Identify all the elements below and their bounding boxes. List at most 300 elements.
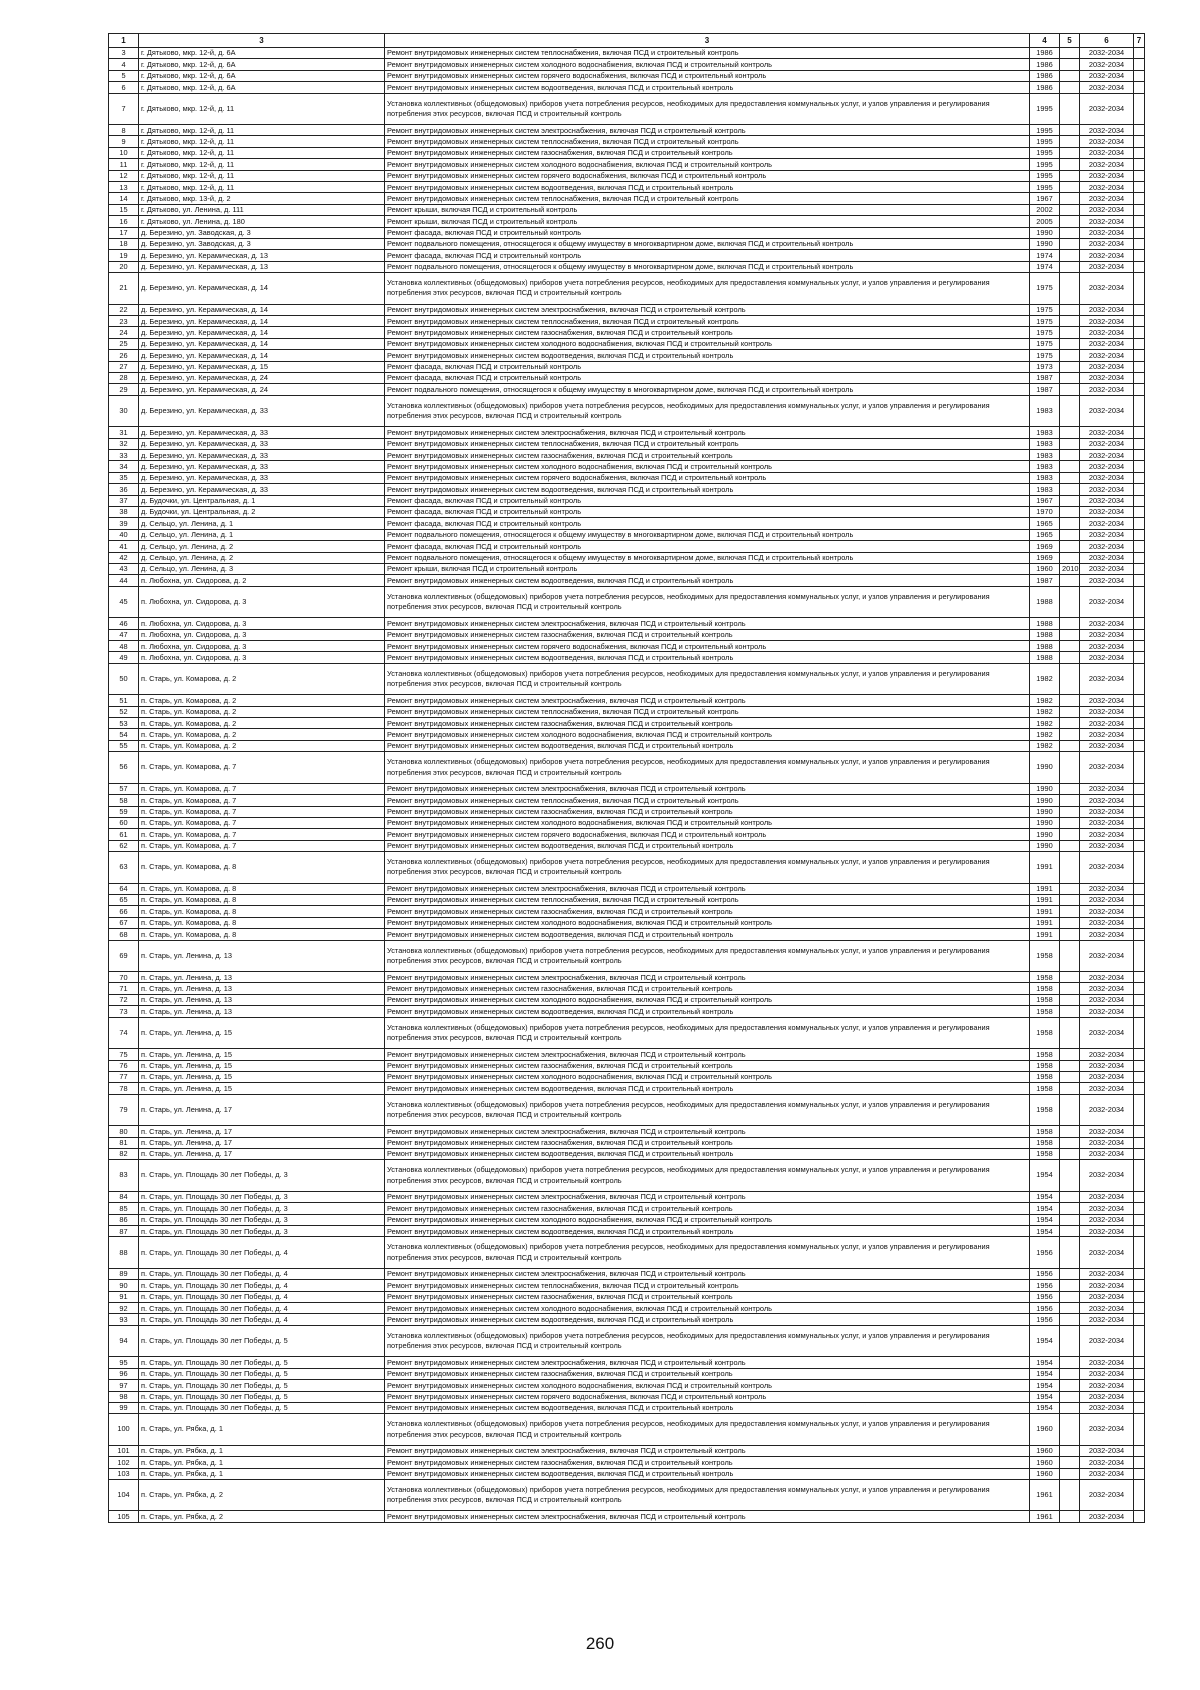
last-repair-year-cell [1060, 1457, 1080, 1468]
table-row [109, 906, 1145, 917]
address-cell: г. Дятьково, мкр. 12-й, д. 6А [139, 82, 385, 93]
work-type-cell: Установка коллективных (общедомовых) приборов учета потребления ресурсов, необходимых для предоставления коммунальных услуг, и узлов управления и регулирования потребления этих ресурсов, включая ПСД и строительный контроль [385, 1479, 1030, 1511]
extra-cell [1134, 1203, 1145, 1214]
table-row [109, 663, 1145, 695]
last-repair-year-cell [1060, 906, 1080, 917]
planned-period-cell: 2032-2034 [1080, 806, 1134, 817]
row-number: 13 [109, 182, 139, 193]
extra-cell [1134, 1006, 1145, 1017]
address-cell: п. Старь, ул. Ленина, д. 13 [139, 972, 385, 983]
planned-period-cell: 2032-2034 [1080, 70, 1134, 81]
work-type-cell: Ремонт внутридомовых инженерных систем электроснабжения, включая ПСД и строительный контроль [385, 618, 1030, 629]
planned-period-cell: 2032-2034 [1080, 1191, 1134, 1202]
extra-cell [1134, 227, 1145, 238]
work-type-cell: Установка коллективных (общедомовых) приборов учета потребления ресурсов, необходимых для предоставления коммунальных услуг, и узлов управления и регулирования потребления этих ресурсов, включая ПСД и строительный контроль [385, 1325, 1030, 1357]
address-cell: п. Старь, ул. Площадь 30 лет Победы, д. 5 [139, 1368, 385, 1379]
row-number: 42 [109, 552, 139, 563]
address-cell: д. Березино, ул. Керамическая, д. 14 [139, 304, 385, 315]
build-year-cell: 1988 [1030, 641, 1060, 652]
last-repair-year-cell [1060, 1357, 1080, 1368]
row-number: 9 [109, 136, 139, 147]
last-repair-year-cell [1060, 817, 1080, 828]
last-repair-year-cell [1060, 972, 1080, 983]
row-number: 86 [109, 1214, 139, 1225]
planned-period-cell: 2032-2034 [1080, 1268, 1134, 1279]
build-year-cell: 1956 [1030, 1237, 1060, 1269]
table-row [109, 350, 1145, 361]
planned-period-cell: 2032-2034 [1080, 940, 1134, 972]
work-type-cell: Ремонт внутридомовых инженерных систем теплоснабжения, включая ПСД и строительный контроль [385, 438, 1030, 449]
table-row [109, 817, 1145, 828]
last-repair-year-cell [1060, 883, 1080, 894]
last-repair-year-cell [1060, 1214, 1080, 1225]
planned-period-cell: 2032-2034 [1080, 1094, 1134, 1126]
work-type-cell: Установка коллективных (общедомовых) приборов учета потребления ресурсов, необходимых для предоставления коммунальных услуг, и узлов управления и регулирования потребления этих ресурсов, включая ПСД и строительный контроль [385, 1094, 1030, 1126]
row-number: 15 [109, 204, 139, 215]
planned-period-cell: 2032-2034 [1080, 1479, 1134, 1511]
work-type-cell: Установка коллективных (общедомовых) приборов учета потребления ресурсов, необходимых для предоставления коммунальных услуг, и узлов управления и регулирования потребления этих ресурсов, включая ПСД и строительный контроль [385, 395, 1030, 427]
row-number: 25 [109, 338, 139, 349]
table-row [109, 204, 1145, 215]
extra-cell [1134, 629, 1145, 640]
work-type-cell: Ремонт внутридомовых инженерных систем горячего водоснабжения, включая ПСД и строительный контроль [385, 829, 1030, 840]
row-number: 99 [109, 1402, 139, 1413]
extra-cell [1134, 652, 1145, 663]
planned-period-cell: 2032-2034 [1080, 840, 1134, 851]
planned-period-cell: 2032-2034 [1080, 618, 1134, 629]
build-year-cell: 1991 [1030, 852, 1060, 884]
extra-cell [1134, 917, 1145, 928]
extra-cell [1134, 395, 1145, 427]
extra-cell [1134, 204, 1145, 215]
build-year-cell: 1965 [1030, 529, 1060, 540]
table-row [109, 1291, 1145, 1302]
planned-period-cell: 2032-2034 [1080, 1148, 1134, 1159]
last-repair-year-cell [1060, 840, 1080, 851]
build-year-cell: 1975 [1030, 273, 1060, 305]
build-year-cell: 1995 [1030, 136, 1060, 147]
extra-cell [1134, 1214, 1145, 1225]
extra-cell [1134, 729, 1145, 740]
planned-period-cell: 2032-2034 [1080, 718, 1134, 729]
address-cell: г. Дятьково, ул. Ленина, д. 180 [139, 216, 385, 227]
planned-period-cell: 2032-2034 [1080, 1291, 1134, 1302]
row-number: 52 [109, 706, 139, 717]
build-year-cell: 1987 [1030, 575, 1060, 586]
extra-cell [1134, 1148, 1145, 1159]
row-number: 38 [109, 507, 139, 518]
build-year-cell: 1958 [1030, 1083, 1060, 1094]
table-row [109, 1226, 1145, 1237]
work-type-cell: Ремонт внутридомовых инженерных систем холодного водоснабжения, включая ПСД и строительный контроль [385, 338, 1030, 349]
build-year-cell: 1956 [1030, 1303, 1060, 1314]
address-cell: г. Дятьково, мкр. 12-й, д. 6А [139, 70, 385, 81]
address-cell: п. Старь, ул. Площадь 30 лет Победы, д. 5 [139, 1357, 385, 1368]
last-repair-year-cell [1060, 1445, 1080, 1456]
planned-period-cell: 2032-2034 [1080, 1214, 1134, 1225]
address-cell: п. Старь, ул. Ленина, д. 13 [139, 983, 385, 994]
table-row [109, 729, 1145, 740]
work-type-cell: Ремонт внутридомовых инженерных систем электроснабжения, включая ПСД и строительный контроль [385, 125, 1030, 136]
header-cell-address: 3 [139, 34, 385, 48]
work-type-cell: Ремонт фасада, включая ПСД и строительный контроль [385, 227, 1030, 238]
last-repair-year-cell [1060, 1380, 1080, 1391]
address-cell: п. Старь, ул. Площадь 30 лет Победы, д. 5 [139, 1402, 385, 1413]
build-year-cell: 1991 [1030, 894, 1060, 905]
last-repair-year-cell [1060, 740, 1080, 751]
planned-period-cell: 2032-2034 [1080, 350, 1134, 361]
planned-period-cell: 2032-2034 [1080, 663, 1134, 695]
address-cell: п. Старь, ул. Площадь 30 лет Победы, д. 4 [139, 1280, 385, 1291]
extra-cell [1134, 706, 1145, 717]
extra-cell [1134, 273, 1145, 305]
work-type-cell: Ремонт внутридомовых инженерных систем водоотведения, включая ПСД и строительный контроль [385, 1226, 1030, 1237]
work-type-cell: Ремонт внутридомовых инженерных систем водоотведения, включая ПСД и строительный контроль [385, 1148, 1030, 1159]
work-type-cell: Ремонт внутридомовых инженерных систем водоотведения, включая ПСД и строительный контроль [385, 1083, 1030, 1094]
address-cell: п. Старь, ул. Площадь 30 лет Победы, д. 3 [139, 1191, 385, 1202]
address-cell: п. Старь, ул. Площадь 30 лет Победы, д. 5 [139, 1325, 385, 1357]
row-number: 58 [109, 795, 139, 806]
header-cell-build-year: 4 [1030, 34, 1060, 48]
planned-period-cell: 2032-2034 [1080, 852, 1134, 884]
table-row [109, 1006, 1145, 1017]
extra-cell [1134, 350, 1145, 361]
table-row [109, 1303, 1145, 1314]
extra-cell [1134, 783, 1145, 794]
address-cell: п. Любохна, ул. Сидорова, д. 3 [139, 586, 385, 618]
last-repair-year-cell [1060, 472, 1080, 483]
build-year-cell: 1983 [1030, 484, 1060, 495]
last-repair-year-cell [1060, 852, 1080, 884]
table-row [109, 472, 1145, 483]
build-year-cell: 1958 [1030, 1094, 1060, 1126]
table-row [109, 940, 1145, 972]
build-year-cell: 1954 [1030, 1203, 1060, 1214]
row-number: 64 [109, 883, 139, 894]
extra-cell [1134, 472, 1145, 483]
planned-period-cell: 2032-2034 [1080, 1160, 1134, 1192]
build-year-cell: 1969 [1030, 541, 1060, 552]
last-repair-year-cell [1060, 495, 1080, 506]
extra-cell [1134, 1060, 1145, 1071]
row-number: 21 [109, 273, 139, 305]
work-type-cell: Ремонт внутридомовых инженерных систем холодного водоснабжения, включая ПСД и строительный контроль [385, 1071, 1030, 1082]
extra-cell [1134, 182, 1145, 193]
row-number: 35 [109, 472, 139, 483]
row-number: 36 [109, 484, 139, 495]
address-cell: п. Старь, ул. Площадь 30 лет Победы, д. 4 [139, 1237, 385, 1269]
address-cell: п. Старь, ул. Ленина, д. 15 [139, 1060, 385, 1071]
address-cell: п. Старь, ул. Комарова, д. 2 [139, 695, 385, 706]
build-year-cell: 1982 [1030, 729, 1060, 740]
work-type-cell: Ремонт внутридомовых инженерных систем теплоснабжения, включая ПСД и строительный контроль [385, 48, 1030, 59]
work-type-cell: Ремонт внутридомовых инженерных систем горячего водоснабжения, включая ПСД и строительный контроль [385, 1391, 1030, 1402]
last-repair-year-cell [1060, 752, 1080, 784]
extra-cell [1134, 1468, 1145, 1479]
address-cell: п. Старь, ул. Площадь 30 лет Победы, д. 4 [139, 1268, 385, 1279]
planned-period-cell: 2032-2034 [1080, 507, 1134, 518]
work-type-cell: Ремонт внутридомовых инженерных систем газоснабжения, включая ПСД и строительный контроль [385, 1060, 1030, 1071]
table-row [109, 70, 1145, 81]
planned-period-cell: 2032-2034 [1080, 541, 1134, 552]
extra-cell [1134, 1402, 1145, 1413]
work-type-cell: Установка коллективных (общедомовых) приборов учета потребления ресурсов, необходимых для предоставления коммунальных услуг, и узлов управления и регулирования потребления этих ресурсов, включая ПСД и строительный контроль [385, 93, 1030, 125]
row-number: 60 [109, 817, 139, 828]
address-cell: д. Березино, ул. Керамическая, д. 33 [139, 484, 385, 495]
extra-cell [1134, 641, 1145, 652]
last-repair-year-cell [1060, 618, 1080, 629]
last-repair-year-cell [1060, 250, 1080, 261]
row-number: 62 [109, 840, 139, 851]
program-table-sheet [108, 33, 1144, 1523]
last-repair-year-cell [1060, 1126, 1080, 1137]
planned-period-cell: 2032-2034 [1080, 361, 1134, 372]
build-year-cell: 1956 [1030, 1291, 1060, 1302]
address-cell: п. Старь, ул. Ленина, д. 13 [139, 1006, 385, 1017]
planned-period-cell: 2032-2034 [1080, 817, 1134, 828]
last-repair-year-cell [1060, 718, 1080, 729]
build-year-cell: 1954 [1030, 1368, 1060, 1379]
last-repair-year-cell [1060, 518, 1080, 529]
work-type-cell: Ремонт внутридомовых инженерных систем водоотведения, включая ПСД и строительный контроль [385, 575, 1030, 586]
planned-period-cell: 2032-2034 [1080, 917, 1134, 928]
address-cell: п. Старь, ул. Рябка, д. 1 [139, 1468, 385, 1479]
extra-cell [1134, 1268, 1145, 1279]
work-type-cell: Ремонт внутридомовых инженерных систем водоотведения, включая ПСД и строительный контроль [385, 484, 1030, 495]
extra-cell [1134, 384, 1145, 395]
table-row [109, 1049, 1145, 1060]
build-year-cell: 1954 [1030, 1325, 1060, 1357]
last-repair-year-cell [1060, 1511, 1080, 1522]
extra-cell [1134, 170, 1145, 181]
work-type-cell: Ремонт внутридомовых инженерных систем теплоснабжения, включая ПСД и строительный контроль [385, 1280, 1030, 1291]
table-row [109, 563, 1145, 574]
address-cell: д. Сельцо, ул. Ленина, д. 2 [139, 541, 385, 552]
work-type-cell: Ремонт внутридомовых инженерных систем водоотведения, включая ПСД и строительный контроль [385, 1402, 1030, 1413]
last-repair-year-cell [1060, 829, 1080, 840]
row-number: 74 [109, 1017, 139, 1049]
row-number: 16 [109, 216, 139, 227]
last-repair-year-cell [1060, 1391, 1080, 1402]
build-year-cell: 1961 [1030, 1479, 1060, 1511]
work-type-cell: Ремонт внутридомовых инженерных систем газоснабжения, включая ПСД и строительный контроль [385, 718, 1030, 729]
work-type-cell: Ремонт внутридомовых инженерных систем электроснабжения, включая ПСД и строительный контроль [385, 1126, 1030, 1137]
table-row [109, 529, 1145, 540]
last-repair-year-cell [1060, 427, 1080, 438]
last-repair-year-cell [1060, 1083, 1080, 1094]
planned-period-cell: 2032-2034 [1080, 994, 1134, 1005]
address-cell: г. Дятьково, мкр. 13-й, д. 2 [139, 193, 385, 204]
last-repair-year-cell [1060, 273, 1080, 305]
address-cell: г. Дятьково, ул. Ленина, д. 111 [139, 204, 385, 215]
table-row [109, 829, 1145, 840]
address-cell: д. Будочки, ул. Центральная, д. 2 [139, 507, 385, 518]
work-type-cell: Ремонт внутридомовых инженерных систем электроснабжения, включая ПСД и строительный контроль [385, 695, 1030, 706]
planned-period-cell: 2032-2034 [1080, 1380, 1134, 1391]
last-repair-year-cell [1060, 940, 1080, 972]
row-number: 17 [109, 227, 139, 238]
row-number: 72 [109, 994, 139, 1005]
address-cell: д. Березино, ул. Керамическая, д. 24 [139, 372, 385, 383]
build-year-cell: 1990 [1030, 752, 1060, 784]
table-row [109, 395, 1145, 427]
table-row [109, 216, 1145, 227]
work-type-cell: Ремонт внутридомовых инженерных систем водоотведения, включая ПСД и строительный контроль [385, 652, 1030, 663]
planned-period-cell: 2032-2034 [1080, 552, 1134, 563]
row-number: 96 [109, 1368, 139, 1379]
address-cell: д. Сельцо, ул. Ленина, д. 2 [139, 552, 385, 563]
planned-period-cell: 2032-2034 [1080, 894, 1134, 905]
build-year-cell: 1990 [1030, 783, 1060, 794]
build-year-cell: 1975 [1030, 316, 1060, 327]
table-row [109, 304, 1145, 315]
last-repair-year-cell [1060, 384, 1080, 395]
build-year-cell: 1983 [1030, 472, 1060, 483]
address-cell: п. Старь, ул. Площадь 30 лет Победы, д. 5 [139, 1391, 385, 1402]
table-row [109, 552, 1145, 563]
work-type-cell: Ремонт внутридомовых инженерных систем газоснабжения, включая ПСД и строительный контроль [385, 1291, 1030, 1302]
last-repair-year-cell [1060, 1237, 1080, 1269]
address-cell: п. Любохна, ул. Сидорова, д. 3 [139, 629, 385, 640]
planned-period-cell: 2032-2034 [1080, 1402, 1134, 1413]
planned-period-cell: 2032-2034 [1080, 1137, 1134, 1148]
planned-period-cell: 2032-2034 [1080, 304, 1134, 315]
row-number: 18 [109, 238, 139, 249]
table-row [109, 795, 1145, 806]
address-cell: г. Дятьково, мкр. 12-й, д. 11 [139, 125, 385, 136]
planned-period-cell: 2032-2034 [1080, 238, 1134, 249]
table-row [109, 438, 1145, 449]
row-number: 7 [109, 93, 139, 125]
work-type-cell: Ремонт внутридомовых инженерных систем электроснабжения, включая ПСД и строительный контроль [385, 883, 1030, 894]
row-number: 4 [109, 59, 139, 70]
row-number: 8 [109, 125, 139, 136]
row-number: 53 [109, 718, 139, 729]
planned-period-cell: 2032-2034 [1080, 261, 1134, 272]
address-cell: п. Старь, ул. Комарова, д. 8 [139, 894, 385, 905]
address-cell: п. Любохна, ул. Сидорова, д. 2 [139, 575, 385, 586]
work-type-cell: Ремонт внутридомовых инженерных систем холодного водоснабжения, включая ПСД и строительный контроль [385, 59, 1030, 70]
extra-cell [1134, 1414, 1145, 1446]
table-row [109, 1402, 1145, 1413]
row-number: 104 [109, 1479, 139, 1511]
extra-cell [1134, 1457, 1145, 1468]
extra-cell [1134, 663, 1145, 695]
last-repair-year-cell [1060, 586, 1080, 618]
address-cell: п. Старь, ул. Комарова, д. 8 [139, 917, 385, 928]
build-year-cell: 1983 [1030, 427, 1060, 438]
extra-cell [1134, 461, 1145, 472]
address-cell: п. Старь, ул. Площадь 30 лет Победы, д. 3 [139, 1203, 385, 1214]
row-number: 68 [109, 929, 139, 940]
address-cell: д. Березино, ул. Заводская, д. 3 [139, 227, 385, 238]
build-year-cell: 1986 [1030, 48, 1060, 59]
table-row [109, 338, 1145, 349]
address-cell: д. Березино, ул. Керамическая, д. 14 [139, 350, 385, 361]
address-cell: п. Старь, ул. Ленина, д. 17 [139, 1094, 385, 1126]
table-row [109, 193, 1145, 204]
work-type-cell: Установка коллективных (общедомовых) приборов учета потребления ресурсов, необходимых для предоставления коммунальных услуг, и узлов управления и регулирования потребления этих ресурсов, включая ПСД и строительный контроль [385, 273, 1030, 305]
table-row [109, 273, 1145, 305]
build-year-cell: 1991 [1030, 929, 1060, 940]
address-cell: п. Старь, ул. Площадь 30 лет Победы, д. 4 [139, 1291, 385, 1302]
build-year-cell: 1956 [1030, 1280, 1060, 1291]
build-year-cell: 1958 [1030, 1071, 1060, 1082]
build-year-cell: 1988 [1030, 652, 1060, 663]
work-type-cell: Установка коллективных (общедомовых) приборов учета потребления ресурсов, необходимых для предоставления коммунальных услуг, и узлов управления и регулирования потребления этих ресурсов, включая ПСД и строительный контроль [385, 940, 1030, 972]
work-type-cell: Ремонт внутридомовых инженерных систем водоотведения, включая ПСД и строительный контроль [385, 82, 1030, 93]
row-number: 76 [109, 1060, 139, 1071]
build-year-cell: 1956 [1030, 1268, 1060, 1279]
build-year-cell: 1967 [1030, 495, 1060, 506]
work-type-cell: Установка коллективных (общедомовых) приборов учета потребления ресурсов, необходимых для предоставления коммунальных услуг, и узлов управления и регулирования потребления этих ресурсов, включая ПСД и строительный контроль [385, 586, 1030, 618]
planned-period-cell: 2032-2034 [1080, 495, 1134, 506]
table-row [109, 1060, 1145, 1071]
row-number: 12 [109, 170, 139, 181]
planned-period-cell: 2032-2034 [1080, 1414, 1134, 1446]
table-row [109, 1203, 1145, 1214]
build-year-cell: 1960 [1030, 1468, 1060, 1479]
work-type-cell: Ремонт внутридомовых инженерных систем электроснабжения, включая ПСД и строительный контроль [385, 1268, 1030, 1279]
header-cell-last-repair-year: 5 [1060, 34, 1080, 48]
last-repair-year-cell [1060, 1468, 1080, 1479]
build-year-cell: 1975 [1030, 350, 1060, 361]
extra-cell [1134, 1017, 1145, 1049]
planned-period-cell: 2032-2034 [1080, 395, 1134, 427]
table-row [109, 384, 1145, 395]
work-type-cell: Ремонт фасада, включая ПСД и строительный контроль [385, 495, 1030, 506]
address-cell: д. Березино, ул. Керамическая, д. 33 [139, 461, 385, 472]
address-cell: п. Старь, ул. Рябка, д. 2 [139, 1479, 385, 1511]
row-number: 11 [109, 159, 139, 170]
extra-cell [1134, 1303, 1145, 1314]
row-number: 73 [109, 1006, 139, 1017]
table-row [109, 983, 1145, 994]
work-type-cell: Ремонт внутридомовых инженерных систем теплоснабжения, включая ПСД и строительный контроль [385, 894, 1030, 905]
planned-period-cell: 2032-2034 [1080, 338, 1134, 349]
last-repair-year-cell [1060, 1203, 1080, 1214]
planned-period-cell: 2032-2034 [1080, 384, 1134, 395]
planned-period-cell: 2032-2034 [1080, 1006, 1134, 1017]
last-repair-year-cell [1060, 929, 1080, 940]
build-year-cell: 1954 [1030, 1226, 1060, 1237]
work-type-cell: Ремонт внутридомовых инженерных систем газоснабжения, включая ПСД и строительный контроль [385, 1203, 1030, 1214]
table-row [109, 586, 1145, 618]
build-year-cell: 1974 [1030, 250, 1060, 261]
planned-period-cell: 2032-2034 [1080, 706, 1134, 717]
work-type-cell: Установка коллективных (общедомовых) приборов учета потребления ресурсов, необходимых для предоставления коммунальных услуг, и узлов управления и регулирования потребления этих ресурсов, включая ПСД и строительный контроль [385, 752, 1030, 784]
table-row [109, 507, 1145, 518]
address-cell: д. Березино, ул. Керамическая, д. 13 [139, 250, 385, 261]
address-cell: п. Старь, ул. Комарова, д. 7 [139, 795, 385, 806]
build-year-cell: 1975 [1030, 304, 1060, 315]
table-row [109, 1368, 1145, 1379]
work-type-cell: Ремонт фасада, включая ПСД и строительный контроль [385, 361, 1030, 372]
table-row [109, 641, 1145, 652]
row-number: 47 [109, 629, 139, 640]
planned-period-cell: 2032-2034 [1080, 450, 1134, 461]
extra-cell [1134, 70, 1145, 81]
extra-cell [1134, 1325, 1145, 1357]
build-year-cell: 1973 [1030, 361, 1060, 372]
extra-cell [1134, 427, 1145, 438]
table-row [109, 484, 1145, 495]
work-type-cell: Ремонт внутридомовых инженерных систем холодного водоснабжения, включая ПСД и строительный контроль [385, 461, 1030, 472]
address-cell: п. Старь, ул. Комарова, д. 8 [139, 929, 385, 940]
header-row [109, 34, 1145, 48]
work-type-cell: Установка коллективных (общедомовых) приборов учета потребления ресурсов, необходимых для предоставления коммунальных услуг, и узлов управления и регулирования потребления этих ресурсов, включая ПСД и строительный контроль [385, 663, 1030, 695]
planned-period-cell: 2032-2034 [1080, 1017, 1134, 1049]
